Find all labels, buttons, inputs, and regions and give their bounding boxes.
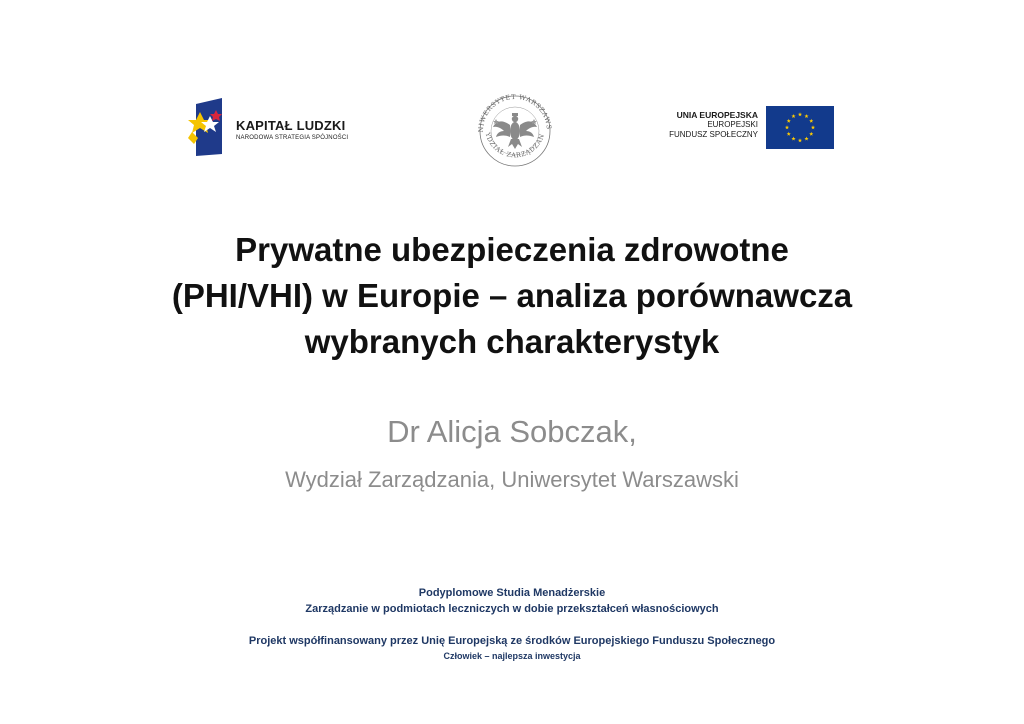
- eu-star-icon: [798, 138, 802, 142]
- eu-line2: EUROPEJSKI: [707, 120, 758, 129]
- eu-star-icon: [804, 114, 808, 118]
- title-line-1: Prywatne ubezpieczenia zdrowotne: [235, 231, 789, 268]
- kapital-ludzki-logo: [188, 98, 368, 158]
- seal-bottom-text: YDZIAŁ ZARZĄDZAN: [483, 131, 547, 160]
- seal-top-text: NIWERSYTET WARSZAWS: [476, 93, 554, 133]
- eu-line1: UNIA EUROPEJSKA: [676, 110, 758, 120]
- eu-stars-icon: [766, 106, 834, 149]
- footer-slogan: Człowiek – najlepsza inwestycja: [443, 651, 581, 661]
- eu-star-icon: [787, 119, 791, 123]
- kapital-ludzki-title: KAPITAŁ LUDZKI: [236, 118, 346, 133]
- eu-star-icon: [809, 132, 813, 136]
- eu-flag-icon: [766, 106, 834, 149]
- kapital-ludzki-emblem-icon: [188, 98, 232, 158]
- eu-star-icon: [791, 114, 795, 118]
- kapital-ludzki-subtitle: NARODOWA STRATEGIA SPÓJNOŚCI: [236, 135, 349, 141]
- title-line-3: wybranych charakterystyk: [304, 323, 720, 360]
- author-name: Dr Alicja Sobczak,: [387, 414, 637, 449]
- title-line-2: (PHI/VHI) w Europie – analiza porównawcza: [171, 277, 853, 314]
- eu-star-icon: [787, 132, 791, 136]
- eu-star-icon: [811, 125, 815, 129]
- footer-cofinancing: Projekt współfinansowany przez Unię Europejską ze środków Europejskiego Funduszu Społecznego: [248, 635, 776, 647]
- eu-star-icon: [798, 112, 802, 116]
- eu-line3: FUNDUSZ SPOŁECZNY: [669, 130, 758, 139]
- eu-star-icon: [785, 125, 789, 129]
- eu-star-icon: [791, 137, 795, 141]
- author-affiliation: Wydział Zarządzania, Uniwersytet Warszawski: [285, 467, 739, 492]
- eu-star-icon: [804, 137, 808, 141]
- uw-seal-logo: [474, 93, 556, 167]
- eu-logo: [660, 106, 836, 152]
- footer-program: Podyplomowe Studia Menadżerskie: [418, 587, 606, 599]
- eu-star-icon: [809, 119, 813, 123]
- university-seal-icon: [474, 93, 556, 167]
- presentation-title: [112, 227, 912, 365]
- eu-text: [660, 110, 758, 140]
- footer-program-subtitle: Zarządzanie w podmiotach leczniczych w dobie przekształceń własnościowych: [305, 603, 719, 615]
